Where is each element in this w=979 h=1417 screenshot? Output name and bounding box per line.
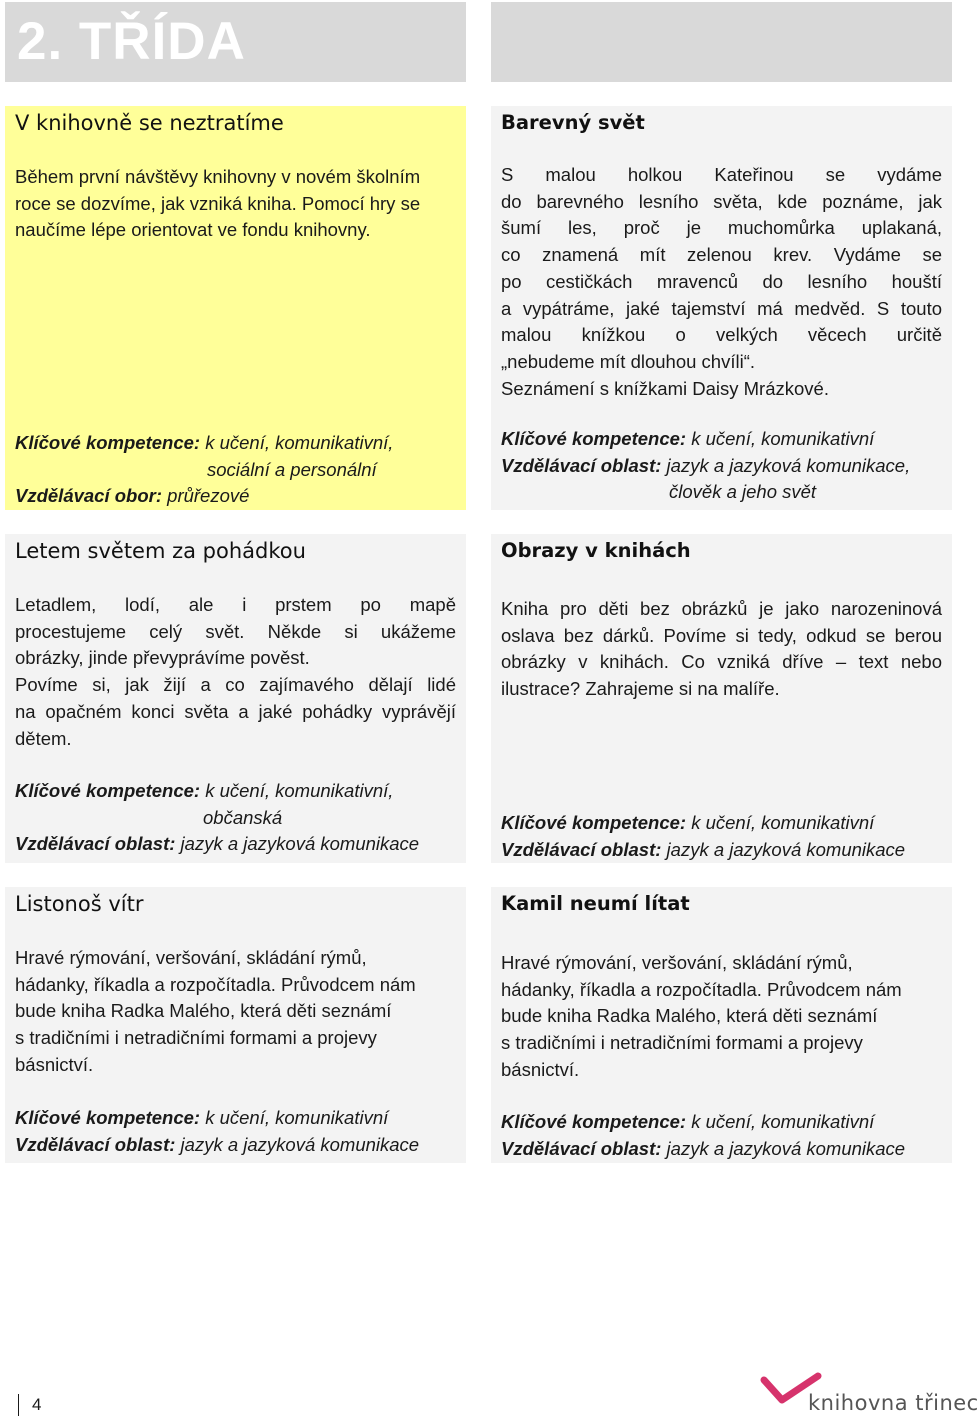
card-title: Letem světem za pohádkou: [15, 539, 306, 563]
description-line: do barevného lesního světa, kde poznáme, jak: [501, 190, 942, 212]
description-line: Během první návštěvy knihovny v novém školním: [15, 166, 421, 187]
library-logo: [760, 1372, 979, 1417]
meta-line: [15, 483, 456, 510]
card-description: [501, 162, 942, 402]
meta-label: Vzdělávací oblast:: [501, 1137, 662, 1159]
meta-label: Klíčové kompetence:: [15, 1107, 201, 1128]
meta-value: k učení, komunikativní: [686, 428, 875, 449]
meta-line: [15, 1105, 456, 1132]
meta-line: [15, 831, 456, 858]
description-line: roce se dozvíme, jak vzniká kniha. Pomocí hry se: [15, 192, 421, 214]
program-card-letem-svetem: [5, 534, 466, 863]
card-title: Barevný svět: [501, 111, 645, 134]
meta-label: Klíčové kompetence:: [501, 812, 687, 833]
meta-label: Vzdělávací oblast:: [501, 454, 662, 476]
meta-value: jazyk a jazyková komunikace,: [661, 454, 911, 476]
meta-value: člověk a jeho svět: [669, 481, 817, 503]
meta-line: [15, 778, 456, 805]
card-meta: [15, 430, 456, 510]
description-line: Seznámení s knížkami Daisy Mrázkové.: [501, 377, 829, 399]
description-line: ilustrace? Zahrajeme si na malíře.: [501, 678, 780, 700]
description-line: na opačném konci světa a jaké pohádky vyprávějí: [15, 700, 456, 722]
description-line: Hravé rýmování, veršování, skládání rýmů,: [15, 947, 367, 968]
description-line: S malou holkou Kateřinou se vydáme: [501, 164, 942, 185]
program-card-v-knihovne: [5, 106, 466, 510]
description-line: procestujeme celý svět. Někde si ukážeme: [15, 620, 456, 642]
description-line: „nebudeme mít dlouhou chvíli“.: [501, 350, 755, 372]
meta-value: jazyk a jazyková komunikace: [175, 1133, 420, 1155]
program-card-kamil-neumi-litat: [491, 887, 952, 1163]
program-card-barevny-svet: [491, 106, 952, 510]
card-title: Kamil neumí lítat: [501, 892, 690, 915]
meta-value: jazyk a jazyková komunikace: [175, 833, 420, 855]
description-line: hádanky, říkadla a rozpočítadla. Průvodcem nám: [501, 978, 902, 1000]
description-line: Hravé rýmování, veršování, skládání rýmů,: [501, 952, 853, 973]
meta-line: [15, 805, 456, 832]
meta-value: sociální a personální: [207, 458, 377, 480]
card-title: V knihovně se neztratíme: [15, 111, 284, 135]
meta-line: [501, 1109, 942, 1136]
meta-label: Vzdělávací oblast:: [15, 1133, 176, 1155]
card-meta: [15, 778, 456, 858]
program-card-obrazy-v-knihach: [491, 534, 952, 863]
meta-value: k učení, komunikativní: [686, 1111, 875, 1132]
meta-value: jazyk a jazyková komunikace: [661, 1137, 906, 1159]
meta-label: Klíčové kompetence:: [15, 780, 201, 801]
meta-line: [501, 479, 942, 506]
page-title: 2. TŘÍDA: [17, 12, 246, 71]
card-meta: [15, 1105, 456, 1158]
meta-value: jazyk a jazyková komunikace: [661, 838, 906, 860]
meta-label: Vzdělávací oblast:: [15, 833, 176, 855]
description-line: naučíme lépe orientovat ve fondu knihovny.: [15, 219, 371, 241]
card-title: Obrazy v knihách: [501, 539, 691, 562]
meta-value: k učení, komunikativní: [686, 812, 875, 833]
description-line: malou knížkou o velkých věcech určitě: [501, 324, 942, 346]
description-line: s tradičními i netradičními formami a projevy: [501, 1032, 863, 1054]
meta-line: [501, 453, 942, 480]
card-description: [501, 596, 942, 703]
meta-line: [15, 1132, 456, 1159]
meta-line: [15, 430, 456, 457]
meta-label: Vzdělávací obor:: [15, 485, 163, 507]
header-banner-right: [491, 2, 952, 82]
description-line: dětem.: [15, 727, 72, 749]
description-line: a vypátráme, jaké tajemství má medvěd. S touto: [501, 297, 942, 319]
card-meta: [501, 426, 942, 506]
meta-value: občanská: [203, 806, 283, 828]
card-description: [15, 592, 456, 752]
header-banner: [5, 2, 466, 82]
logo-text: knihovna třinec: [808, 1391, 979, 1415]
meta-line: [15, 457, 456, 484]
meta-line: [501, 837, 942, 864]
card-title: Listonoš vítr: [15, 892, 144, 916]
description-line: co znamená mít zelenou krev. Vydáme se: [501, 244, 942, 266]
meta-label: Klíčové kompetence:: [501, 428, 687, 449]
description-line: s tradičními i netradičními formami a projevy: [15, 1027, 377, 1049]
meta-line: [501, 810, 942, 837]
meta-label: Klíčové kompetence:: [501, 1111, 687, 1132]
description-line: Povíme si, jak žijí a co zajímavého dělají lidé: [15, 674, 456, 696]
description-line: obrázky v knihách. Co vzniká dříve – text nebo: [501, 651, 942, 673]
meta-line: [501, 426, 942, 453]
description-line: Letadlem, lodí, ale i prstem po mapě: [15, 594, 456, 615]
meta-label: Vzdělávací oblast:: [501, 838, 662, 860]
meta-value: průřezové: [162, 485, 250, 507]
program-card-listonos-vitr: [5, 887, 466, 1163]
description-line: básnictví.: [15, 1053, 94, 1075]
card-meta: [501, 810, 942, 863]
description-line: bude kniha Radka Malého, která děti seznámí: [501, 1005, 878, 1027]
description-line: hádanky, říkadla a rozpočítadla. Průvodcem nám: [15, 973, 416, 995]
description-line: Kniha pro děti bez obrázků je jako narozeninová: [501, 598, 942, 619]
meta-label: Klíčové kompetence:: [15, 432, 201, 453]
page-number: 4: [18, 1394, 41, 1416]
meta-value: k učení, komunikativní,: [200, 780, 394, 801]
description-line: básnictví.: [501, 1058, 580, 1080]
description-line: oslava bez dárků. Povíme si tedy, odkud se berou: [501, 624, 942, 646]
meta-line: [501, 1136, 942, 1163]
card-description: [15, 945, 456, 1079]
meta-value: k učení, komunikativní: [200, 1107, 389, 1128]
card-description: [15, 164, 456, 244]
description-line: po cestičkách mravenců do lesního houští: [501, 270, 942, 292]
description-line: šumí les, proč je muchomůrka uplakaná,: [501, 217, 942, 239]
meta-value: k učení, komunikativní,: [200, 432, 394, 453]
description-line: bude kniha Radka Malého, která děti seznámí: [15, 1000, 392, 1022]
description-line: obrázky, jinde převyprávíme pověst.: [15, 647, 310, 669]
card-meta: [501, 1109, 942, 1162]
card-description: [501, 950, 942, 1084]
